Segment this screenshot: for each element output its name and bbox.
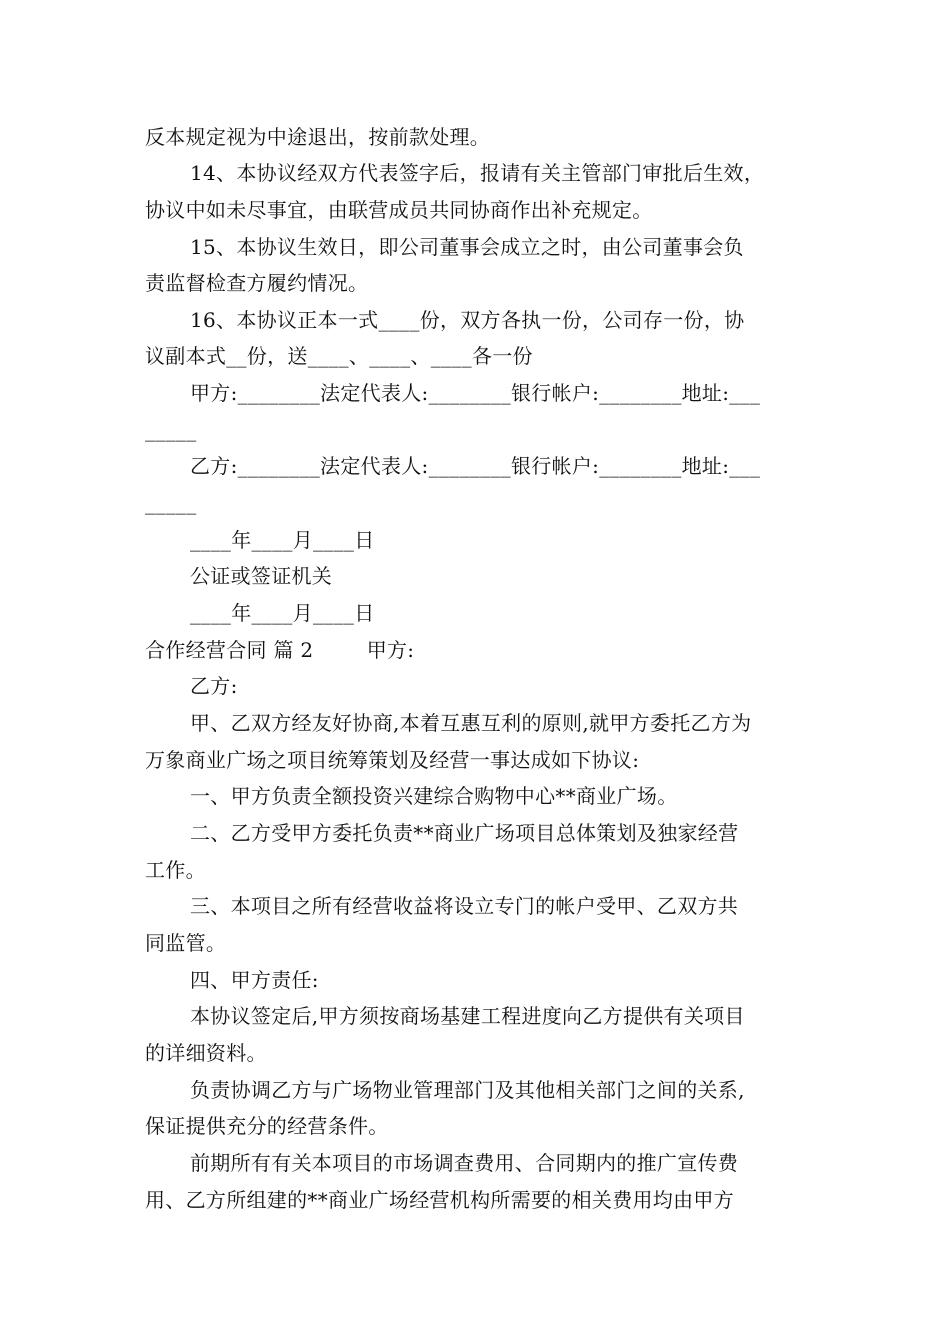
paragraph-line: 工作。 (145, 858, 206, 882)
paragraph-line: 万象商业广场之项目统筹策划及经营一事达成如下协议: (145, 748, 640, 772)
item-2-line: 二、乙方受甲方委托负责**商业广场项目总体策划及独家经营 (190, 821, 739, 845)
item-3-line: 三、本项目之所有经营收益将设立专门的帐户受甲、乙双方共 (190, 894, 739, 918)
clause-14-line: 14、本协议经双方代表签字后，报请有关主管部门审批后生效， (190, 161, 765, 185)
paragraph-line: 保证提供充分的经营条件。 (145, 1114, 389, 1138)
party-b-label: 乙方: (190, 674, 238, 698)
date-line: ____年____月____日 (190, 528, 375, 552)
paragraph-line: 责监督检查方履约情况。 (145, 271, 369, 295)
paragraph-line: 的详细资料。 (145, 1041, 267, 1065)
blank-line: _____ (145, 491, 197, 515)
item-4-heading: 四、甲方责任: (190, 968, 319, 992)
paragraph-line: 前期所有有关本项目的市场调查费用、合同期内的推广宣传费 (190, 1151, 739, 1175)
paragraph-line: 反本规定视为中途退出，按前款处理。 (145, 125, 491, 149)
clause-15-line: 15、本协议生效日，即公司董事会成立之时，由公司董事会负 (190, 235, 744, 259)
paragraph-line: 用、乙方所组建的**商业广场经营机构所需要的相关费用均由甲方 (145, 1188, 734, 1212)
paragraph-line: 本协议签定后,甲方须按商场基建工程进度向乙方提供有关项目 (190, 1004, 745, 1028)
clause-16-line: 16、本协议正本一式____份，双方各执一份，公司存一份，协 (190, 308, 745, 332)
item-1-line: 一、甲方负责全额投资兴建综合购物中心**商业广场。 (190, 784, 678, 808)
paragraph-line: 议副本式__份，送____、____、____各一份 (145, 344, 533, 368)
section-heading: 合作经营合同 篇 2 甲方: (145, 638, 415, 662)
paragraph-line: 负责协调乙方与广场物业管理部门及其他相关部门之间的关系, (190, 1078, 745, 1102)
date-line: ____年____月____日 (190, 601, 375, 625)
paragraph-line: 甲、乙双方经友好协商,本着互惠互利的原则,就甲方委托乙方为 (190, 711, 752, 735)
paragraph-line: 同监管。 (145, 931, 227, 955)
blank-line: _____ (145, 418, 197, 442)
paragraph-line: 协议中如未尽事宜，由联营成员共同协商作出补充规定。 (145, 198, 653, 222)
party-b-signature-line: 乙方:________法定代表人:________银行帐户:________地址:___ (190, 454, 761, 478)
party-a-signature-line: 甲方:________法定代表人:________银行帐户:________地址:___ (190, 381, 761, 405)
notary-label: 公证或签证机关 (190, 564, 333, 588)
